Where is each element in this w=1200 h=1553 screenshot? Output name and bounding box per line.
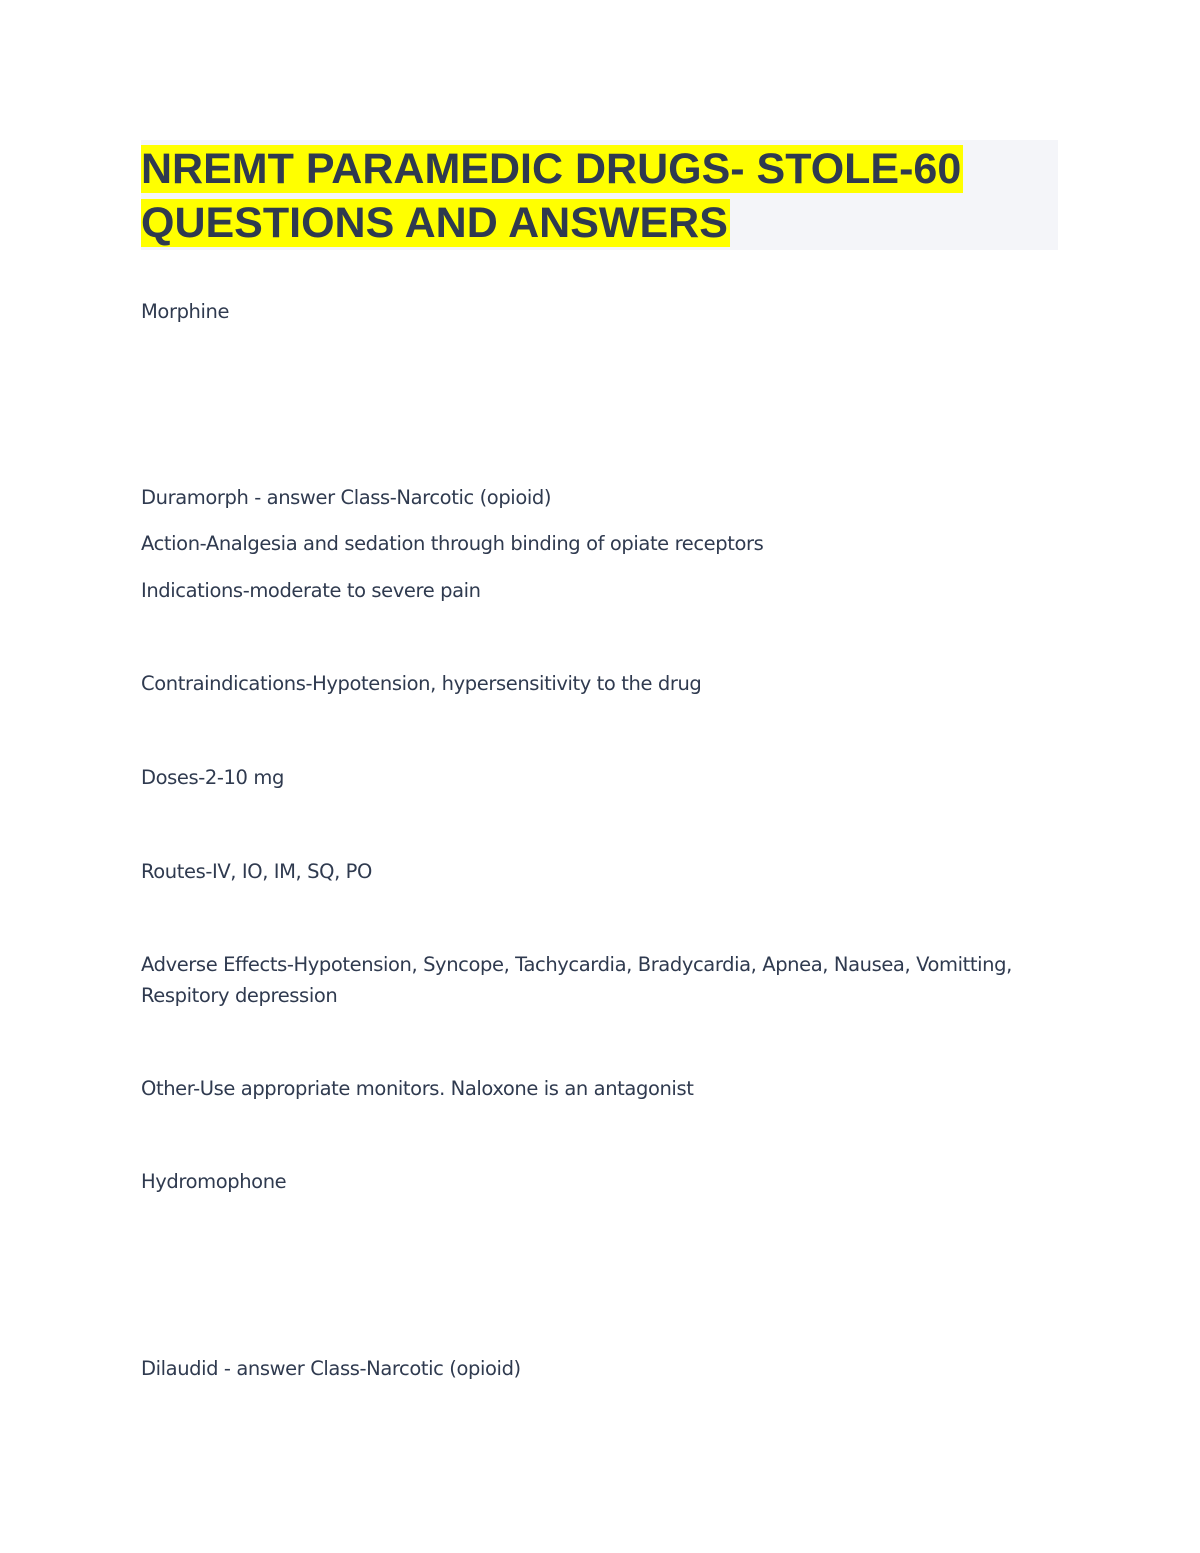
document-title — [141, 140, 1058, 250]
line-dilaudid-class: Dilaudid - answer Class-Narcotic (opioid) — [141, 1357, 521, 1380]
line-adverse-effects-1: Adverse Effects-Hypotension, Syncope, Tachycardia, Bradycardia, Apnea, Nausea, Vomitting, — [141, 953, 1012, 976]
line-other: Other-Use appropriate monitors. Naloxone is an antagonist — [141, 1077, 694, 1100]
title-line-2-text: QUESTIONS AND ANSWERS — [141, 199, 728, 247]
line-indications: Indications-moderate to severe pain — [141, 579, 481, 602]
line-contraindications: Contraindications-Hypotension, hypersensitivity to the drug — [141, 672, 702, 695]
title-line-2 — [141, 196, 730, 250]
heading-morphine: Morphine — [141, 300, 230, 323]
line-doses: Doses-2-10 mg — [141, 766, 284, 789]
line-routes: Routes-IV, IO, IM, SQ, PO — [141, 860, 372, 883]
line-action: Action-Analgesia and sedation through binding of opiate receptors — [141, 532, 764, 555]
title-line-1 — [141, 142, 963, 196]
title-line-1-text: NREMT PARAMEDIC DRUGS- STOLE-60 — [141, 145, 962, 193]
line-duramorph-class: Duramorph - answer Class-Narcotic (opioid) — [141, 486, 552, 509]
heading-hydromophone: Hydromophone — [141, 1170, 287, 1193]
line-adverse-effects-2: Respitory depression — [141, 984, 338, 1007]
